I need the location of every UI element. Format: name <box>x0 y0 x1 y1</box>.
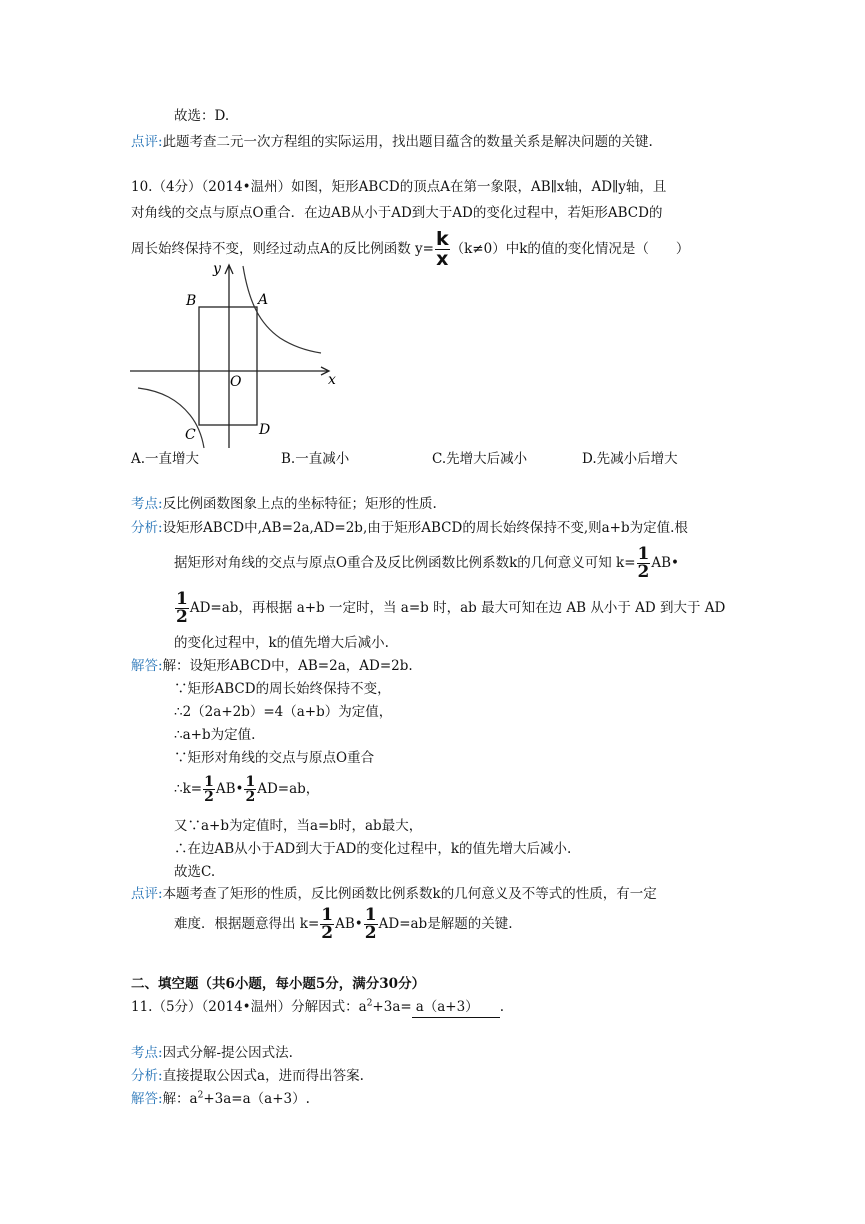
q10-solution-9: 故选C. <box>174 864 216 880</box>
point-label: 考点: <box>131 496 163 512</box>
stem-text: +3a= <box>372 999 412 1015</box>
q9-comment <box>131 132 653 152</box>
q10-solution-3: ∴2（2a+2b）=4（a+b）为定值， <box>174 704 393 720</box>
label-y: y <box>213 261 221 277</box>
fraction-numerator: 1 <box>321 905 334 925</box>
analysis-text: 直接提取公因式a，进而得出答案. <box>162 1068 364 1084</box>
half-fraction <box>244 775 256 804</box>
q10-solution-5: ∵矩形对角线的交点与原点O重合 <box>174 750 375 766</box>
stem-text: 周长始终保持不变，则经过动点A的反比例函数 y= <box>131 241 434 257</box>
label-d: D <box>259 422 271 438</box>
k-over-x-fraction <box>435 230 450 269</box>
q10-solution-7: 又∵a+b为定值时，当a=b时，ab最大， <box>174 818 423 834</box>
q11-stem <box>131 997 504 1018</box>
q11-solution <box>131 1089 310 1109</box>
solution-text: ∴k= <box>174 781 203 797</box>
solution-text: AD=ab， <box>257 781 320 797</box>
option-b: B.一直减小 <box>281 451 350 467</box>
q10-solution-6 <box>174 771 319 807</box>
answer-blank <box>412 997 500 1018</box>
q10-analysis-2 <box>174 545 679 581</box>
fraction-numerator: 1 <box>637 544 650 564</box>
fraction-numerator: k <box>435 228 449 250</box>
analysis-text: 据矩形对角线的交点与原点O重合及反比例函数比例系数k的几何意义可知 k= <box>174 555 636 571</box>
analysis-label: 分析: <box>131 520 163 536</box>
q10-comment-1 <box>131 884 657 904</box>
q10-analysis-4: 的变化过程中，k的值先增大后减小. <box>174 635 389 651</box>
option-d: D.先减小后增大 <box>582 451 678 467</box>
q11-point <box>131 1043 293 1063</box>
comment-text: AB• <box>335 916 363 932</box>
fraction-denominator: 2 <box>176 607 188 627</box>
solution-text: +3a=a（a+3）. <box>203 1091 310 1107</box>
superscript: 2 <box>197 1090 204 1101</box>
label-a: A <box>258 292 269 308</box>
analysis-label: 分析: <box>131 1068 163 1084</box>
point-text: 因式分解-提公因式法. <box>162 1045 293 1061</box>
fraction-numerator: 1 <box>364 905 377 925</box>
option-a: A.一直增大 <box>131 451 200 467</box>
stem-text: 11.（5分）（2014•温州）分解因式：a <box>131 999 367 1015</box>
solution-text: AB• <box>215 781 244 797</box>
fraction-denominator: 2 <box>637 562 650 582</box>
q9-answer: 故选：D. <box>174 108 230 124</box>
comment-label: 点评: <box>131 886 163 902</box>
analysis-text: AB• <box>651 555 680 571</box>
fraction-numerator: 1 <box>176 589 188 609</box>
solution-label: 解答: <box>131 1091 163 1107</box>
point-text: 反比例函数图象上点的坐标特征；矩形的性质. <box>162 496 437 512</box>
solution-text: 解：设矩形ABCD中，AB=2a，AD=2b. <box>162 658 413 674</box>
solution-text: 解：a <box>162 1091 198 1107</box>
half-fraction <box>364 907 378 942</box>
fraction-denominator: 2 <box>321 923 334 943</box>
fraction-numerator: 1 <box>245 774 256 790</box>
half-fraction <box>320 907 334 942</box>
q10-solution-1 <box>131 656 413 676</box>
fraction-numerator: 1 <box>204 774 214 790</box>
label-b: B <box>186 293 197 309</box>
half-fraction <box>203 775 215 804</box>
section-heading: 二、填空题（共6小题，每小题5分，满分30分） <box>131 976 426 992</box>
label-x: x <box>328 372 336 388</box>
q10-solution-4: ∴a+b为定值. <box>174 727 256 743</box>
comment-label: 点评: <box>131 134 163 150</box>
q10-comment-2 <box>174 906 513 942</box>
analysis-text: 设矩形ABCD中,AB=2a,AD=2b,由于矩形ABCD的周长始终保持不变,则a+b为定值.根 <box>162 520 688 536</box>
fraction-denominator: x <box>436 248 449 270</box>
stem-text: . <box>499 999 504 1015</box>
label-o: O <box>230 374 242 390</box>
q10-stem-line1: 10.（4分）（2014•温州）如图，矩形ABCD的顶点A在第一象限，AB∥x轴，AD∥y轴，且 <box>131 179 667 195</box>
superscript: 2 <box>366 998 373 1009</box>
analysis-text: AD=ab，再根据 a+b 一定时，当 a=b 时，ab 最大可知在边 AB 从小于 AD 到大于 AD <box>189 600 726 616</box>
fraction-denominator: 2 <box>364 923 377 943</box>
stem-text: （k≠0）中k的值的变化情况是（ ） <box>450 241 690 257</box>
hyperbola-branch-upper <box>243 266 321 353</box>
q10-stem-line2: 对角线的交点与原点O重合．在边AB从小于AD到大于AD的变化过程中，若矩形ABCD的 <box>131 205 663 221</box>
comment-text: AD=ab是解题的关键. <box>378 916 513 932</box>
comment-text: 难度．根据题意得出 k= <box>174 916 320 932</box>
fraction-denominator: 2 <box>245 789 256 805</box>
rectangle-abcd <box>199 307 257 425</box>
comment-text: 本题考查了矩形的性质，反比例函数比例系数k的几何意义及不等式的性质，有一定 <box>162 886 657 902</box>
solution-label: 解答: <box>131 658 163 674</box>
half-fraction <box>637 546 651 581</box>
q10-solution-2: ∵矩形ABCD的周长始终保持不变， <box>174 681 391 697</box>
answer-text: a（a+3） <box>415 999 479 1015</box>
comment-text: 此题考查二元一次方程组的实际运用，找出题目蕴含的数量关系是解决问题的关键. <box>162 134 653 150</box>
point-label: 考点: <box>131 1045 163 1061</box>
half-fraction <box>175 591 189 626</box>
label-c: C <box>185 427 196 443</box>
q11-analysis <box>131 1066 364 1086</box>
q10-solution-8: ∴在边AB从小于AD到大于AD的变化过程中，k的值先增大后减小. <box>174 841 572 857</box>
q10-analysis-3 <box>174 590 725 626</box>
fraction-denominator: 2 <box>204 789 214 805</box>
rectangle-hyperbola-figure <box>128 258 340 450</box>
q10-analysis-1 <box>131 518 688 538</box>
option-c: C.先增大后减小 <box>432 451 528 467</box>
q10-point <box>131 494 437 514</box>
